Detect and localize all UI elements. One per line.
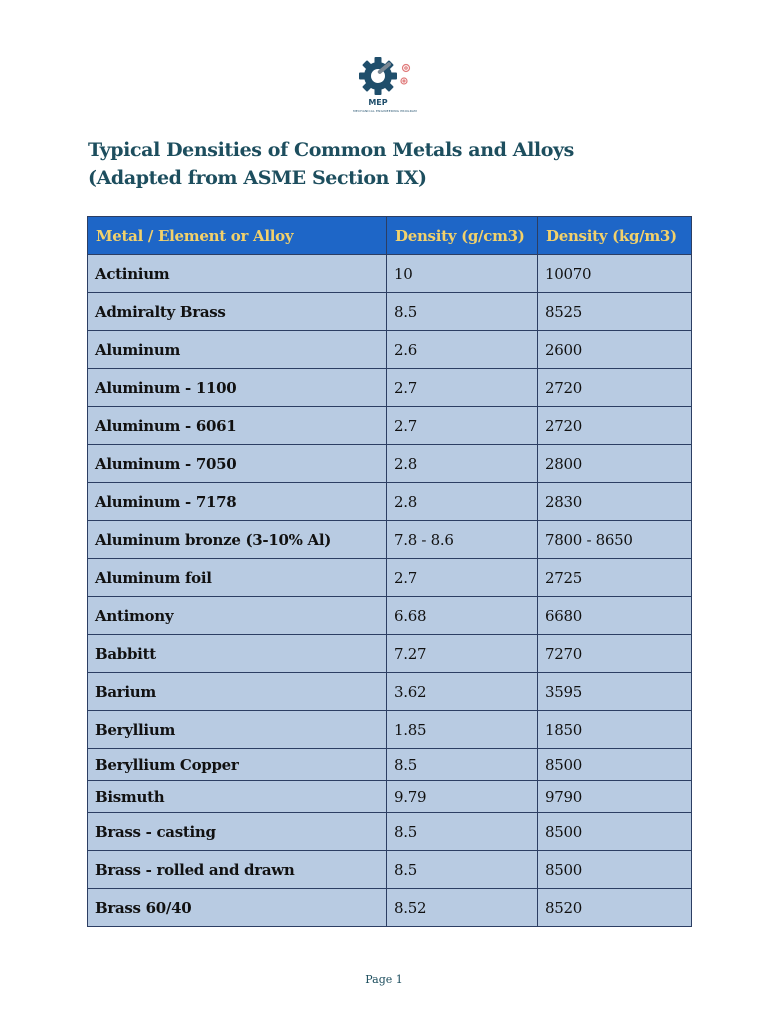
cell-metal: Brass - rolled and drawn (88, 851, 387, 889)
cell-density-gcm3: 6.68 (387, 597, 538, 635)
cell-metal: Babbitt (88, 635, 387, 673)
mep-logo (340, 52, 430, 114)
header-density-gcm3: Density (g/cm3) (387, 217, 538, 255)
cell-density-kgm3: 8500 (538, 851, 692, 889)
header-density-kgm3: Density (kg/m3) (538, 217, 692, 255)
table-row (88, 331, 692, 369)
cell-density-kgm3: 8520 (538, 889, 692, 927)
cell-metal: Aluminum - 1100 (88, 369, 387, 407)
cell-density-gcm3: 1.85 (387, 711, 538, 749)
cell-density-gcm3: 8.5 (387, 293, 538, 331)
cell-density-gcm3: 2.8 (387, 445, 538, 483)
cell-density-gcm3: 2.7 (387, 559, 538, 597)
table-row (88, 521, 692, 559)
cell-density-kgm3: 8500 (538, 749, 692, 781)
cell-density-gcm3: 7.27 (387, 635, 538, 673)
title-line-1: Typical Densities of Common Metals and Alloys (88, 139, 574, 161)
cell-density-kgm3: 1850 (538, 711, 692, 749)
cell-metal: Beryllium (88, 711, 387, 749)
gear-wrench-logo-icon (340, 52, 430, 110)
cell-metal: Beryllium Copper (88, 749, 387, 781)
table-row (88, 255, 692, 293)
cell-density-kgm3: 10070 (538, 255, 692, 293)
cell-density-kgm3: 9790 (538, 781, 692, 813)
cell-density-gcm3: 8.52 (387, 889, 538, 927)
cell-density-kgm3: 3595 (538, 673, 692, 711)
table-row (88, 407, 692, 445)
cell-density-gcm3: 2.6 (387, 331, 538, 369)
title-line-2: (Adapted from ASME Section IX) (88, 167, 427, 189)
table-row (88, 445, 692, 483)
table-row (88, 635, 692, 673)
cell-density-kgm3: 2800 (538, 445, 692, 483)
cell-density-gcm3: 7.8 - 8.6 (387, 521, 538, 559)
table-row (88, 711, 692, 749)
cell-density-kgm3: 2600 (538, 331, 692, 369)
cell-metal: Aluminum foil (88, 559, 387, 597)
cell-density-kgm3: 2720 (538, 369, 692, 407)
cell-metal: Actinium (88, 255, 387, 293)
cell-density-gcm3: 8.5 (387, 749, 538, 781)
cell-density-kgm3: 8500 (538, 813, 692, 851)
table-row (88, 559, 692, 597)
table-row (88, 813, 692, 851)
cell-density-gcm3: 10 (387, 255, 538, 293)
table-row (88, 483, 692, 521)
cell-density-gcm3: 9.79 (387, 781, 538, 813)
table-row (88, 597, 692, 635)
cell-metal: Aluminum (88, 331, 387, 369)
cell-density-kgm3: 7800 - 8650 (538, 521, 692, 559)
cell-density-gcm3: 3.62 (387, 673, 538, 711)
cell-density-gcm3: 2.7 (387, 407, 538, 445)
cell-density-kgm3: 6680 (538, 597, 692, 635)
cell-metal: Admiralty Brass (88, 293, 387, 331)
table-row (88, 851, 692, 889)
cell-metal: Aluminum - 7050 (88, 445, 387, 483)
cell-density-gcm3: 8.5 (387, 813, 538, 851)
density-table (87, 216, 692, 927)
cell-metal: Brass 60/40 (88, 889, 387, 927)
cell-metal: Barium (88, 673, 387, 711)
cell-density-gcm3: 2.7 (387, 369, 538, 407)
page-number: Page 1 (365, 973, 403, 986)
table-body (88, 255, 692, 927)
cell-density-gcm3: 2.8 (387, 483, 538, 521)
table-row (88, 889, 692, 927)
cell-density-kgm3: 2720 (538, 407, 692, 445)
cell-density-kgm3: 7270 (538, 635, 692, 673)
logo-text: MEP (368, 98, 388, 107)
cell-density-kgm3: 8525 (538, 293, 692, 331)
table-row (88, 293, 692, 331)
table-row (88, 369, 692, 407)
page-title (88, 136, 688, 192)
cell-density-gcm3: 8.5 (387, 851, 538, 889)
cell-metal: Aluminum - 6061 (88, 407, 387, 445)
cell-metal: Bismuth (88, 781, 387, 813)
cell-density-kgm3: 2830 (538, 483, 692, 521)
header-metal: Metal / Element or Alloy (88, 217, 387, 255)
table-row (88, 781, 692, 813)
cell-metal: Antimony (88, 597, 387, 635)
cell-metal: Brass - casting (88, 813, 387, 851)
cell-density-kgm3: 2725 (538, 559, 692, 597)
logo-caption: MECHANICAL ENGINEERING PROGRAM (353, 109, 417, 113)
table-row (88, 673, 692, 711)
cell-metal: Aluminum - 7178 (88, 483, 387, 521)
cell-metal: Aluminum bronze (3-10% Al) (88, 521, 387, 559)
table-row (88, 749, 692, 781)
table-header-row (88, 217, 692, 255)
